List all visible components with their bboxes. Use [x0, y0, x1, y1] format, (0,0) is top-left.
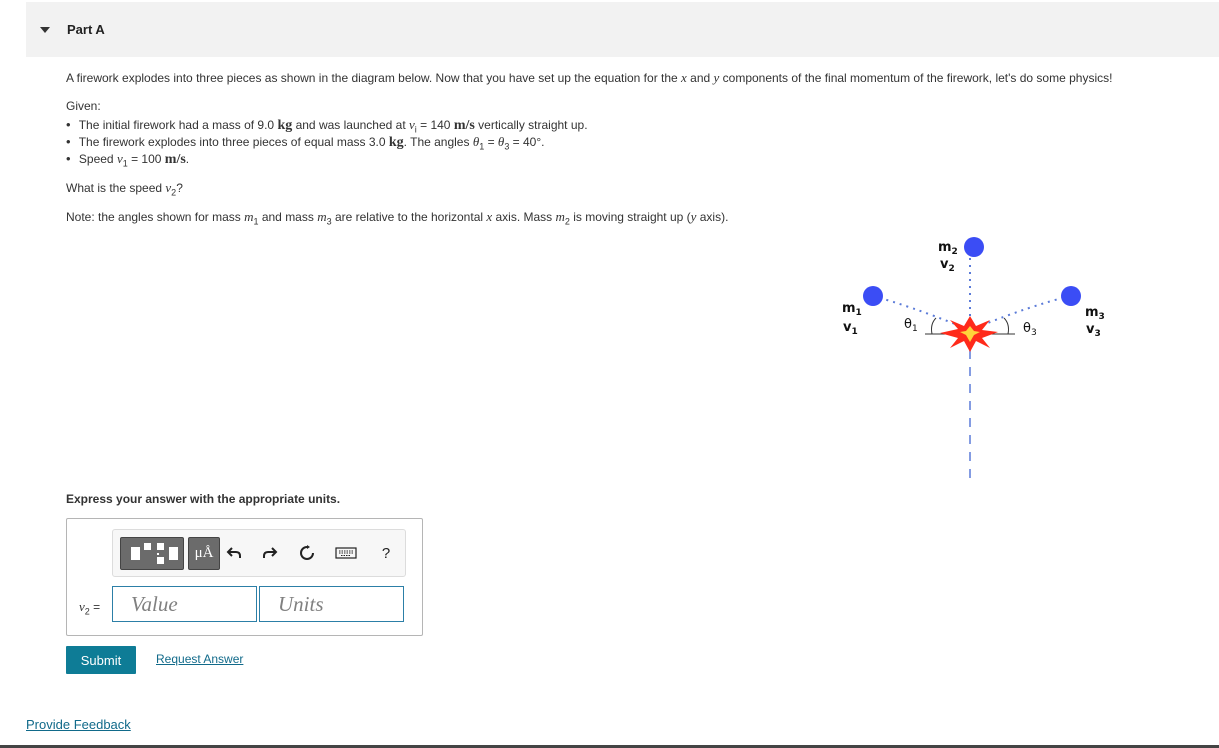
question-text: What is the speed $v_2$?: [66, 180, 183, 198]
given-item: • The firework explodes into three pieces of equal mass 3.0 kg. The angles $\theta_1 = \theta_3 = 40^\circ$.: [66, 133, 588, 150]
part-title: Part A: [67, 22, 105, 37]
note-text: Note: the angles shown for mass $m_1$ and mass $m_3$ are relative to the horizontal x axis. Mass $m_2$ is moving straight up (y axis).: [66, 209, 729, 227]
units-button[interactable]: μÅ: [188, 537, 220, 570]
mass-m3-ball: [1061, 286, 1081, 306]
theta3-arc: [1004, 318, 1009, 334]
given-item: • Speed $v_1 = 100$ m/s.: [66, 150, 588, 167]
templates-button[interactable]: [120, 537, 184, 570]
value-input[interactable]: [112, 586, 257, 622]
given-list: [66, 116, 588, 167]
submit-button[interactable]: Submit: [66, 646, 136, 674]
firework-diagram: [830, 228, 1120, 483]
answer-box: [66, 518, 423, 636]
mass-m2-ball: [964, 237, 984, 257]
reset-icon[interactable]: [296, 542, 318, 564]
template-box-icon: [144, 543, 151, 550]
m1-label: $m_1$: [842, 301, 862, 318]
express-instruction: Express your answer with the appropriate units.: [66, 492, 341, 506]
provide-feedback-link[interactable]: Provide Feedback: [26, 717, 131, 732]
keyboard-icon[interactable]: [333, 542, 359, 564]
help-button[interactable]: ?: [381, 544, 391, 562]
given-item: • The initial firework had a mass of 9.0 kg and was launched at $v_i = 140$ m/s vertically straight up.: [66, 116, 588, 133]
given-label: Given:: [66, 99, 101, 113]
request-answer-link[interactable]: Request Answer: [156, 652, 244, 666]
theta3-label: $\theta_3$: [1023, 321, 1037, 338]
m1-trajectory: [873, 296, 960, 326]
template-box-icon: [157, 557, 164, 564]
theta1-label: $\theta_1$: [904, 317, 918, 334]
theta1-arc: [932, 318, 937, 334]
template-dot: [157, 553, 159, 555]
answer-label: $v_2$ =: [79, 599, 101, 617]
units-input[interactable]: [259, 586, 404, 622]
v3-label: $v_3$: [1086, 322, 1101, 339]
v2-label: $v_2$: [940, 257, 955, 274]
collapse-caret-icon[interactable]: [40, 27, 50, 33]
template-box-icon: [157, 543, 164, 550]
part-header[interactable]: [26, 2, 1219, 57]
template-box-icon: [131, 547, 140, 560]
template-box-icon: [169, 547, 178, 560]
m3-label: $m_3$: [1085, 305, 1105, 322]
undo-icon[interactable]: [223, 542, 245, 564]
m2-label: $m_2$: [938, 240, 958, 257]
v1-label: $v_1$: [843, 320, 858, 337]
redo-icon[interactable]: [259, 542, 281, 564]
problem-intro: A firework explodes into three pieces as shown in the diagram below. Now that you have set up the equation for the x and y components of the final momentum of the firework, let's do some physics!: [66, 70, 1113, 85]
mass-m1-ball: [863, 286, 883, 306]
math-toolbar: [112, 529, 406, 577]
